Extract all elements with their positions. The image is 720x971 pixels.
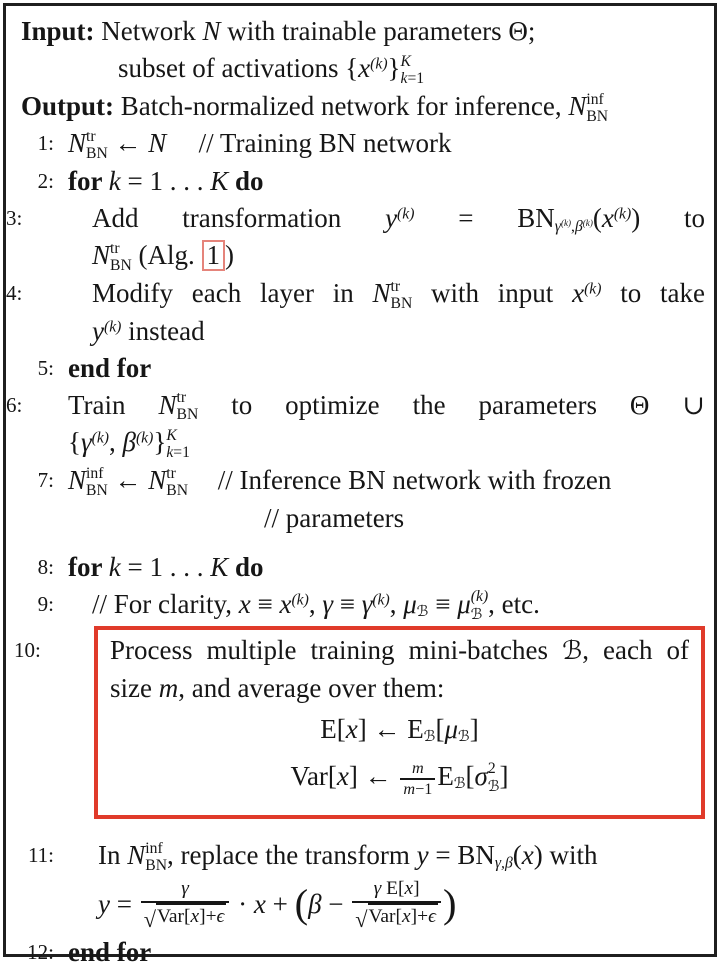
math-it: γ <box>322 588 333 619</box>
math-it: (k) <box>560 217 572 228</box>
math-sup <box>372 591 389 608</box>
math-rm: instead <box>121 315 205 346</box>
math-ss <box>110 241 132 275</box>
line-6 <box>6 387 714 425</box>
math-rm: Modify each layer in <box>92 277 373 308</box>
line-content <box>92 203 705 233</box>
line-content <box>92 588 540 623</box>
math-rm: Batch-normalized network for inference, <box>120 90 569 121</box>
red-highlight-box <box>14 626 705 819</box>
math-sup <box>104 318 121 335</box>
math-rm: } <box>153 427 167 458</box>
math-it: (k) <box>370 55 388 73</box>
math-it: x <box>404 878 414 900</box>
line-number: 3: <box>6 206 23 231</box>
math-rm: [ <box>465 760 475 791</box>
math-it: γ <box>80 427 92 458</box>
math-sup <box>614 206 631 223</box>
math-rm: BN <box>86 145 108 163</box>
math-it: N <box>68 464 87 495</box>
math-rm: tr <box>166 464 176 482</box>
math-rm: ] <box>499 760 509 791</box>
math-sup <box>397 206 414 223</box>
math-it: β <box>122 427 136 458</box>
math-sup <box>136 430 153 447</box>
line-content <box>92 277 705 312</box>
math-rm: Add transformation <box>92 203 386 234</box>
math-mcal: ℬ <box>487 777 500 796</box>
math-it: x <box>601 203 614 234</box>
math-it: (k) <box>584 280 602 298</box>
math-frac <box>400 759 435 799</box>
math-sub <box>495 854 513 871</box>
line-number: 10: <box>14 637 41 662</box>
math-rm: + <box>265 888 295 919</box>
math-rm: with input <box>412 277 573 308</box>
math-it: μ <box>457 588 471 619</box>
math-rm: In <box>98 839 128 870</box>
math-rm: = <box>109 888 139 919</box>
math-rm: // Inference BN network with frozen <box>217 464 612 495</box>
math-rm: BN <box>86 481 108 499</box>
math-ss <box>391 279 413 313</box>
math-rm: Var[ <box>290 760 337 791</box>
math-rm: tr <box>176 389 187 407</box>
math-rm: } <box>387 53 401 83</box>
math-it: m <box>403 779 416 798</box>
line-content <box>68 552 264 582</box>
math-rm: −1 <box>415 779 433 798</box>
math-sub <box>458 728 470 745</box>
line-3 <box>6 200 714 237</box>
math-it: N <box>158 389 177 420</box>
math-rm: size <box>110 672 159 703</box>
line-content <box>68 389 705 424</box>
equation-mean <box>106 707 693 751</box>
math-it: γ <box>554 217 561 235</box>
math-sqrt: √ Var[x]+ϵ <box>355 903 438 929</box>
math-rm: , replace the transform <box>167 839 417 870</box>
math-rm: E[ <box>320 713 346 744</box>
line-2 <box>6 163 714 200</box>
math-rm: Train <box>68 389 159 420</box>
math-rm: Network <box>101 16 203 46</box>
math-it: x <box>238 588 251 619</box>
math-mcal: ℬ <box>458 727 470 746</box>
math-rm: ← <box>107 128 149 159</box>
math-mcal: ℬ <box>470 604 483 623</box>
line-11 <box>6 837 714 875</box>
math-it: γ <box>361 588 373 619</box>
math-rm: BN <box>110 256 132 274</box>
line-content <box>68 166 264 196</box>
algorithm-box <box>3 3 717 968</box>
line-number: 9: <box>37 591 54 616</box>
math-ss <box>488 761 500 796</box>
math-it: m <box>412 758 424 777</box>
math-it: x <box>358 53 371 83</box>
line-11-formula <box>6 875 714 935</box>
math-rm: BN <box>166 481 189 499</box>
math-it: β <box>574 217 583 235</box>
alg1-reference-link[interactable]: 1 <box>202 240 226 271</box>
line-1 <box>6 125 714 163</box>
math-ss <box>177 390 199 424</box>
math-it: σ <box>474 760 488 791</box>
math-it: (k) <box>582 217 593 228</box>
math-it: N <box>92 240 111 271</box>
math-rm: , <box>308 588 323 619</box>
math-it: β <box>308 888 322 919</box>
math-it: (k) <box>397 205 415 223</box>
math-it: x <box>190 906 200 928</box>
math-bf: end for <box>68 937 152 968</box>
math-it: k <box>108 551 121 582</box>
output-label: Output: <box>21 90 115 121</box>
math-it: x <box>572 277 585 308</box>
math-rm: with trainable parameters Θ; <box>220 16 536 46</box>
line-7-continuation <box>6 500 714 537</box>
math-rm: ] <box>413 878 420 900</box>
header-output-line <box>6 88 714 126</box>
math-rm: = 1 . . . <box>120 551 211 582</box>
math-rm: E[ <box>381 878 405 900</box>
math-it: x <box>253 888 266 919</box>
line-content <box>68 128 452 163</box>
math-rm: ≡ <box>250 588 280 619</box>
line-6-continuation <box>6 424 714 462</box>
line-number: 8: <box>37 554 54 579</box>
math-ss <box>401 54 425 88</box>
line-number: 5: <box>37 355 54 380</box>
math-it: μ <box>403 588 417 619</box>
line-8 <box>6 549 714 586</box>
math-ss <box>166 428 190 462</box>
math-rm: BN <box>176 406 199 424</box>
math-it: x <box>279 588 292 619</box>
math-bf: do <box>228 166 264 197</box>
math-rm: ]+ <box>199 906 217 928</box>
math-rm: Var[ <box>368 906 403 928</box>
math-it: K <box>210 166 229 197</box>
math-frac <box>352 878 441 934</box>
math-rm: [ <box>435 713 445 744</box>
math-it: k <box>400 69 408 87</box>
math-rm: − <box>321 888 351 919</box>
line-number: 1: <box>37 131 54 156</box>
math-sqrt: √ Var[x]+ϵ <box>144 903 227 929</box>
line-content <box>98 839 598 874</box>
math-rm: ] ← E <box>357 713 424 744</box>
math-rm: (Alg. <box>131 240 202 271</box>
math-sup <box>370 55 387 72</box>
math-rm: subset of activations { <box>118 53 359 83</box>
math-sup <box>92 430 109 447</box>
math-sup <box>583 218 593 228</box>
math-rm: , etc. <box>488 588 540 619</box>
math-rm: tr <box>110 240 120 257</box>
math-rm: BN <box>145 856 168 874</box>
math-rm: ≡ <box>428 588 458 619</box>
math-ss <box>86 129 108 163</box>
math-rm: inf <box>586 90 604 108</box>
input-text <box>101 16 535 46</box>
math-mcal: ℬ <box>423 727 436 746</box>
math-rm: to take <box>601 277 705 308</box>
math-it: N <box>148 464 167 495</box>
line-number: 12: <box>27 940 54 965</box>
math-it: k <box>166 444 174 462</box>
math-it: x <box>521 839 534 870</box>
math-rm: =1 <box>173 444 190 462</box>
math-bf: for <box>68 551 109 582</box>
math-bf: for <box>68 166 109 197</box>
math-it: (k) <box>91 429 109 447</box>
math-mcal: ℬ <box>416 602 429 621</box>
math-rm: , <box>389 588 404 619</box>
math-mcal: ℬ <box>453 774 466 793</box>
line-content <box>68 937 151 967</box>
math-rm: inf <box>145 839 163 857</box>
line-number: 7: <box>37 467 54 492</box>
math-rm: , <box>109 427 123 458</box>
line-content <box>68 353 151 383</box>
algorithm-content <box>6 6 714 968</box>
math-rm: ] ← <box>348 760 399 791</box>
math-sub <box>424 728 436 745</box>
math-it: (k) <box>470 588 489 606</box>
math-it: y <box>98 888 110 919</box>
math-rm: // parameters <box>264 502 405 533</box>
math-rm: ( <box>512 839 522 870</box>
math-mcal: ℬ <box>562 635 583 666</box>
math-rm: ]+ <box>410 906 429 928</box>
math-it: γ <box>181 878 189 900</box>
math-sup <box>561 218 571 228</box>
math-ss <box>471 589 488 624</box>
math-big: ) <box>442 880 457 926</box>
math-rm: · <box>231 888 254 919</box>
line-5 <box>6 350 714 387</box>
math-it: μ <box>444 713 458 744</box>
math-rm: ≡ <box>332 588 362 619</box>
line-9 <box>6 586 714 624</box>
math-rm: to optimize the parameters Θ ∪ <box>198 389 705 420</box>
math-it: y <box>92 315 104 346</box>
line-7 <box>6 462 714 500</box>
math-rm: ) with <box>533 839 598 870</box>
equation-variance <box>106 751 693 801</box>
line-number: 11: <box>27 842 54 867</box>
math-it: k <box>108 166 121 197</box>
math-ss <box>86 466 108 500</box>
line-10 <box>14 632 693 670</box>
math-it: K <box>400 52 411 70</box>
math-sub <box>454 775 466 792</box>
math-it: K <box>210 551 229 582</box>
math-frac <box>141 878 230 934</box>
math-rm: ) <box>225 240 235 271</box>
math-rm: E <box>437 760 454 791</box>
math-it: y <box>385 203 398 234</box>
math-bf: do <box>228 551 264 582</box>
line-number: 4: <box>6 280 23 305</box>
math-rm: // Training BN network <box>198 128 452 159</box>
math-sup <box>584 280 601 297</box>
math-it: N <box>148 128 167 159</box>
math-it: γ <box>373 878 382 900</box>
input-label: Input: <box>21 16 95 46</box>
line-number: 2: <box>37 169 54 194</box>
math-rm: ← <box>107 464 149 495</box>
line-4 <box>6 275 714 313</box>
math-rm: ] <box>469 713 479 744</box>
math-ss <box>166 466 188 500</box>
math-it: K <box>166 427 177 445</box>
output-text <box>120 90 609 125</box>
math-it: x <box>336 760 349 791</box>
math-rm: inf <box>86 464 104 482</box>
math-it: (k) <box>135 429 154 447</box>
math-rm: Process multiple training mini-batches <box>110 634 563 665</box>
line-10-continuation <box>106 670 693 707</box>
math-rm: = BN <box>414 203 555 234</box>
math-it: m <box>158 672 179 703</box>
line-content <box>110 635 689 665</box>
header-input-continuation <box>6 50 714 88</box>
math-ss <box>145 841 167 875</box>
math-it: y <box>416 839 429 870</box>
header-input-line <box>6 13 714 50</box>
math-sub <box>555 218 593 235</box>
math-sub <box>417 603 429 620</box>
math-rm: = BN <box>428 839 495 870</box>
math-bf: end for <box>68 352 152 383</box>
math-rm: BN <box>390 294 413 312</box>
math-rm: tr <box>390 277 401 295</box>
math-rm: =1 <box>407 69 425 87</box>
math-it: (k) <box>372 591 390 609</box>
math-it: (k) <box>613 205 632 223</box>
math-big: ( <box>294 880 309 926</box>
line-4-continuation <box>6 313 714 350</box>
math-it: ϵ <box>216 906 225 928</box>
line-number: 6: <box>6 392 23 417</box>
math-rm: ( <box>592 203 602 234</box>
math-it: ϵ <box>428 906 436 928</box>
math-it: N <box>68 128 87 159</box>
math-rm: , each of <box>582 634 689 665</box>
math-rm: 2 <box>487 760 496 778</box>
math-it: x <box>402 906 411 928</box>
math-it: N <box>127 839 146 870</box>
math-rm: ) to <box>631 203 706 234</box>
math-rm: tr <box>86 128 96 146</box>
math-rm: { <box>68 427 81 458</box>
math-rm: , and average over them: <box>178 672 445 703</box>
math-it: N <box>568 90 587 121</box>
math-it: x <box>345 713 358 744</box>
math-ss <box>586 92 608 126</box>
math-sup <box>291 591 308 608</box>
line-content <box>68 464 612 499</box>
math-rm: // For clarity, <box>92 588 239 619</box>
math-it: N <box>202 16 221 46</box>
math-it: N <box>372 277 391 308</box>
math-it: γ,β <box>494 854 513 872</box>
math-rm: = 1 . . . <box>120 166 211 197</box>
line-3-continuation <box>6 237 714 275</box>
math-it: (k) <box>103 317 122 335</box>
math-it: (k) <box>291 591 309 609</box>
math-rm: , <box>571 217 575 235</box>
math-rm: Var[ <box>156 906 191 928</box>
line-12 <box>6 934 714 971</box>
math-rm: BN <box>586 107 609 125</box>
